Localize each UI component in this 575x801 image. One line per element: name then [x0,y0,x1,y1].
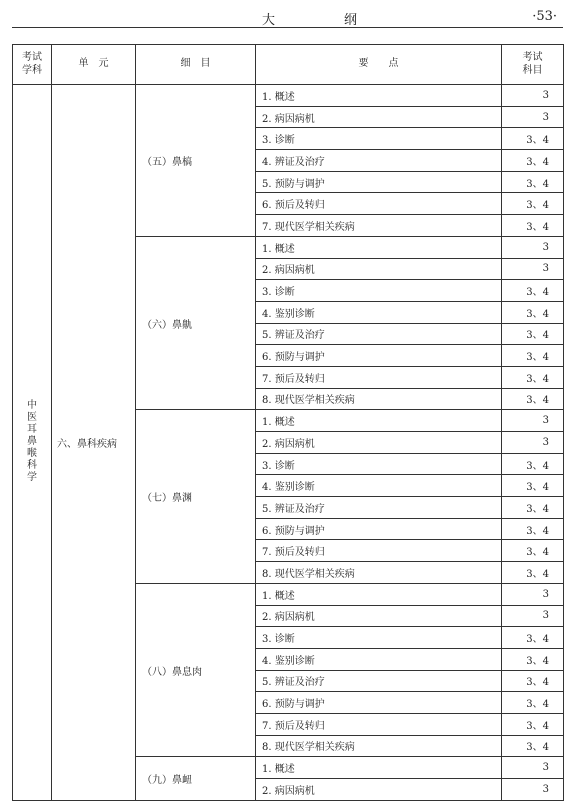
point-cell: 7. 现代医学相关疾病 [256,215,502,237]
point-cell: 2. 病因病机 [256,258,502,280]
point-cell: 3. 诊断 [256,280,502,302]
exam-cell: 3 [502,236,564,258]
exam-cell: 3 [502,432,564,454]
point-cell: 1. 概述 [256,236,502,258]
header-rule [12,27,563,28]
unit-cell: 六、鼻科疾病 [52,85,136,801]
point-cell: 8. 现代医学相关疾病 [256,388,502,410]
point-cell: 4. 鉴别诊断 [256,301,502,323]
exam-cell: 3、4 [502,193,564,215]
point-cell: 1. 概述 [256,583,502,605]
point-cell: 5. 辨证及治疗 [256,323,502,345]
point-cell: 3. 诊断 [256,453,502,475]
exam-cell: 3、4 [502,280,564,302]
exam-cell: 3 [502,757,564,779]
point-cell: 6. 预防与调护 [256,692,502,714]
point-cell: 6. 预后及转归 [256,193,502,215]
point-cell: 6. 预防与调护 [256,345,502,367]
exam-cell: 3、4 [502,475,564,497]
detail-cell: （七）鼻渊 [136,410,256,584]
table-header-row [13,45,564,85]
point-cell: 7. 预后及转归 [256,366,502,388]
point-cell: 3. 诊断 [256,128,502,150]
exam-cell: 3、4 [502,648,564,670]
page-header [0,0,575,32]
exam-cell: 3、4 [502,540,564,562]
exam-cell: 3、4 [502,215,564,237]
exam-cell: 3 [502,583,564,605]
col-header-points: 要 点 [256,45,502,85]
detail-cell: （五）鼻槁 [136,85,256,237]
col-header-subject: 考试 学科 [13,45,52,85]
exam-cell: 3、4 [502,366,564,388]
exam-cell: 3、4 [502,453,564,475]
point-cell: 4. 鉴别诊断 [256,475,502,497]
exam-cell: 3、4 [502,670,564,692]
exam-cell: 3、4 [502,128,564,150]
point-cell: 8. 现代医学相关疾病 [256,735,502,757]
col-header-exam: 考试 科目 [502,45,564,85]
page-number: ·53· [532,9,557,24]
running-title: 大 纲 [262,13,386,28]
subject-cell [13,85,52,801]
exam-cell: 3、4 [502,713,564,735]
point-cell: 1. 概述 [256,410,502,432]
point-cell: 5. 辨证及治疗 [256,497,502,519]
exam-cell: 3、4 [502,301,564,323]
detail-cell: （九）鼻衄 [136,757,256,800]
exam-cell: 3、4 [502,627,564,649]
col-header-unit: 单 元 [52,45,136,85]
exam-cell: 3、4 [502,497,564,519]
exam-cell: 3、4 [502,171,564,193]
exam-cell: 3、4 [502,518,564,540]
point-cell: 7. 预后及转归 [256,713,502,735]
point-cell: 4. 鉴别诊断 [256,648,502,670]
exam-cell: 3 [502,85,564,107]
syllabus-table [12,44,564,801]
exam-cell: 3 [502,605,564,627]
exam-cell: 3、4 [502,562,564,584]
point-cell: 8. 现代医学相关疾病 [256,562,502,584]
exam-cell: 3、4 [502,150,564,172]
point-cell: 2. 病因病机 [256,605,502,627]
point-cell: 5. 辨证及治疗 [256,670,502,692]
exam-cell: 3、4 [502,388,564,410]
detail-cell: （八）鼻息肉 [136,583,256,757]
exam-cell: 3 [502,410,564,432]
exam-cell: 3、4 [502,692,564,714]
point-cell: 2. 病因病机 [256,432,502,454]
point-cell: 5. 预防与调护 [256,171,502,193]
exam-cell: 3、4 [502,345,564,367]
point-cell: 6. 预防与调护 [256,518,502,540]
point-cell: 3. 诊断 [256,627,502,649]
point-cell: 4. 辨证及治疗 [256,150,502,172]
exam-cell: 3、4 [502,323,564,345]
table-body [13,85,564,801]
exam-cell: 3、4 [502,735,564,757]
point-cell: 1. 概述 [256,85,502,107]
exam-cell: 3 [502,106,564,128]
subject-label: 中医耳鼻喉科学 [27,400,37,484]
point-cell: 2. 病因病机 [256,779,502,801]
exam-cell: 3 [502,258,564,280]
col-header-detail: 细 目 [136,45,256,85]
exam-cell: 3 [502,779,564,801]
point-cell: 7. 预后及转归 [256,540,502,562]
table-row [13,85,564,107]
point-cell: 1. 概述 [256,757,502,779]
detail-cell: （六）鼻鼽 [136,236,256,410]
point-cell: 2. 病因病机 [256,106,502,128]
